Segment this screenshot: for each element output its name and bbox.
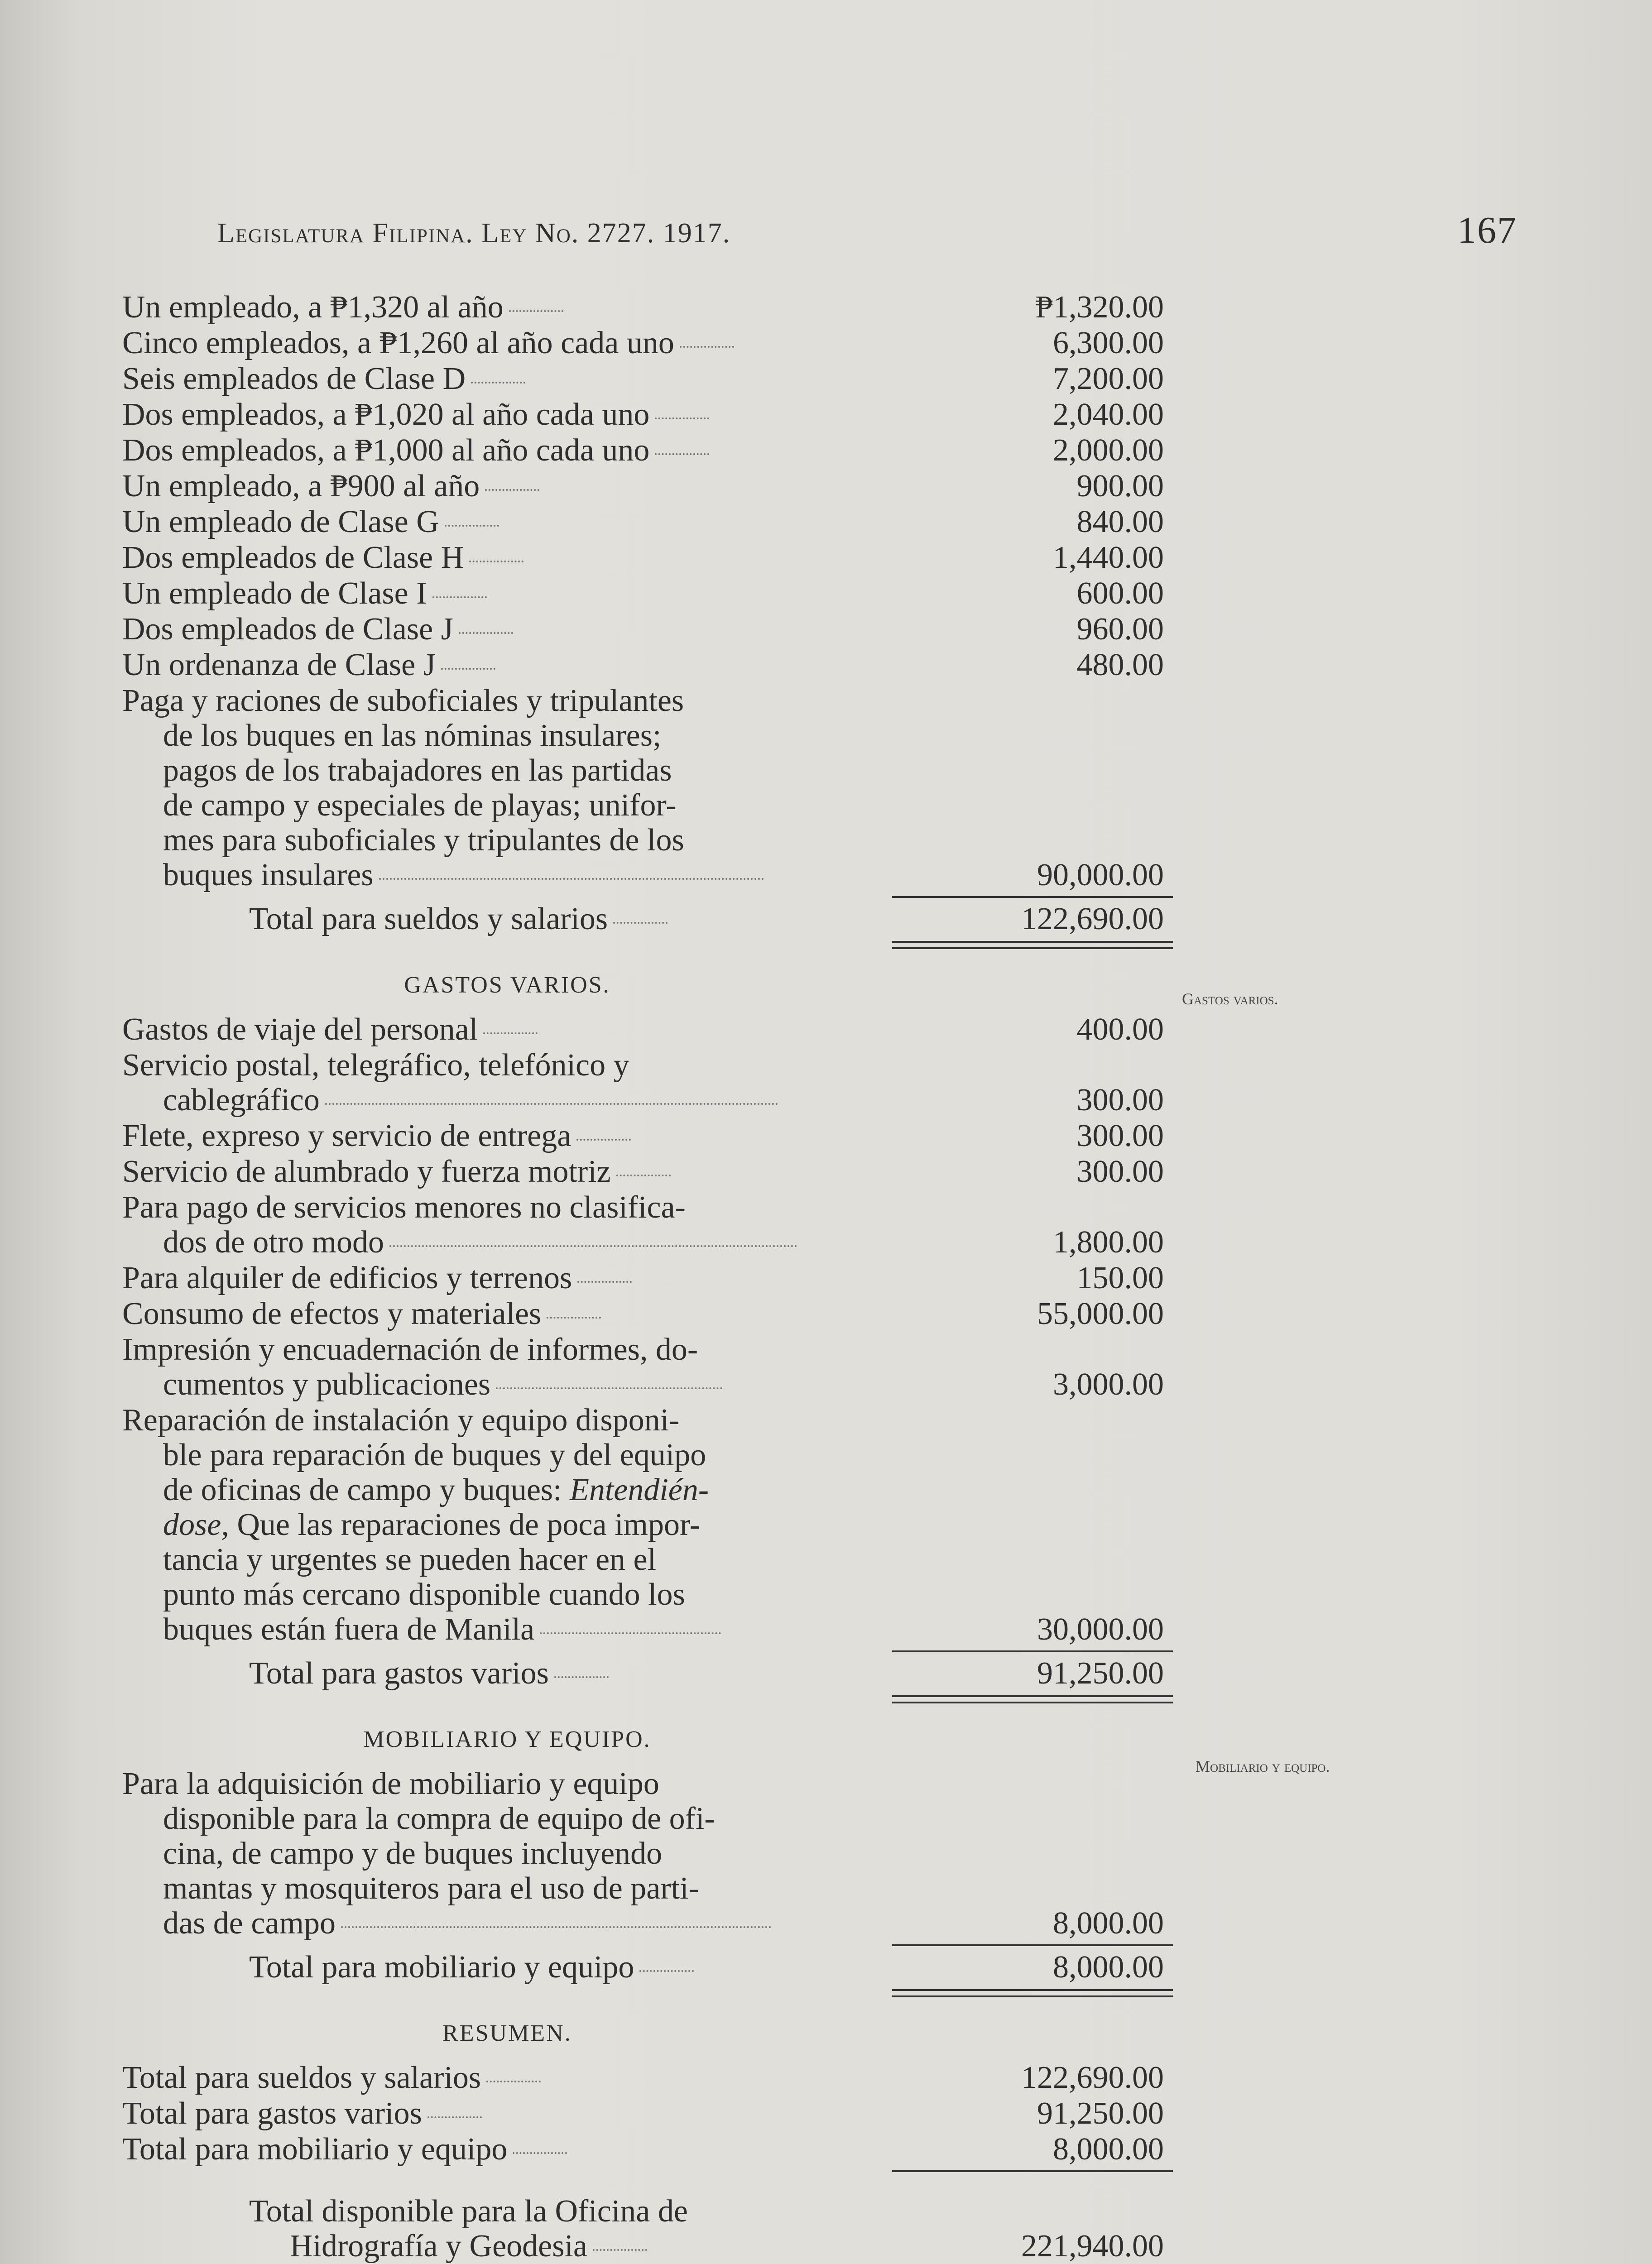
- salary-row: Un empleado de Clase G 840.00: [122, 504, 1164, 539]
- subtotal-rule: [892, 1650, 1173, 1652]
- resumen-row: Total para gastos varios 91,250.00: [122, 2096, 1164, 2131]
- salary-row-crews: Paga y raciones de suboficiales y tripulantes de los buques en las nóminas insulares; pagos de los trabajadores en las partidas de campo y especiales de playas; unifor- mes para suboficiales y tripulantes de los buques insulares 90,000.00: [122, 683, 1164, 892]
- gastos-row: Servicio postal, telegráfico, telefónico y cablegráfico 300.00: [122, 1048, 1164, 1118]
- salary-row: Dos empleados, a ₱1,000 al año cada uno 2,000.00: [122, 433, 1164, 468]
- resumen-row: Total para mobiliario y equipo 8,000.00: [122, 2132, 1164, 2167]
- gastos-row: Servicio de alumbrado y fuerza motriz 300.00: [122, 1154, 1164, 1189]
- section-title-resumen: RESUMEN.: [442, 2020, 572, 2046]
- total-double-rule: [892, 1989, 1173, 1997]
- gastos-total-row: Total para gastos varios 91,250.00: [249, 1656, 1164, 1691]
- subtotal-rule: [892, 2170, 1173, 2172]
- gastos-row: Para alquiler de edificios y terrenos 150.00: [122, 1261, 1164, 1295]
- section-title-mobiliario: MOBILIARIO Y EQUIPO.: [363, 1727, 651, 1752]
- gastos-row: Gastos de viaje del personal 400.00: [122, 1012, 1164, 1047]
- mobiliario-total-row: Total para mobiliario y equipo 8,000.00: [249, 1950, 1164, 1985]
- salary-row: Dos empleados de Clase H 1,440.00: [122, 540, 1164, 575]
- salary-row: Un empleado, a ₱900 al año 900.00: [122, 469, 1164, 504]
- subtotal-rule: [892, 1944, 1173, 1946]
- salaries-section: [122, 290, 1173, 949]
- salary-row: Un empleado de Clase I 600.00: [122, 576, 1164, 611]
- subtotal-rule: [892, 896, 1173, 898]
- salary-row: Un empleado, a ₱1,320 al año ₱1,320.00: [122, 290, 1164, 325]
- salary-row: Cinco empleados, a ₱1,260 al año cada uno 6,300.00: [122, 326, 1164, 360]
- gastos-section: [122, 972, 1173, 1703]
- section-title-gastos: GASTOS VARIOS.: [404, 972, 610, 998]
- total-double-rule: [892, 941, 1173, 949]
- mobiliario-row: Para la adquisición de mobiliario y equipo disponible para la compra de equipo de ofi- cina, de campo y de buques incluyendo mantas y mosquiteros para el uso de parti- das de campo 8,000.00: [122, 1766, 1164, 1941]
- salary-row: Seis empleados de Clase D 7,200.00: [122, 361, 1164, 396]
- running-title: Legislatura Filipina. Ley No. 2727. 1917.: [217, 218, 731, 249]
- salary-row: Dos empleados, a ₱1,020 al año cada uno 2,040.00: [122, 397, 1164, 432]
- page-number: 167: [1457, 209, 1517, 251]
- gastos-row-repair: Reparación de instalación y equipo disponi- ble para reparación de buques y del equipo de oficinas de campo y buques: Entendién- dose, Que las reparaciones de poca impor- tancia y urgentes se pueden hacer en el punto más cercano disponible cuando los buques están fuera de Manila 30,000.00: [122, 1403, 1164, 1647]
- salary-row: Un ordenanza de Clase J 480.00: [122, 648, 1164, 682]
- page-header: [217, 208, 1517, 258]
- gastos-row: Consumo de efectos y materiales 55,000.00: [122, 1296, 1164, 1331]
- gastos-row: Para pago de servicios menores no clasifica- dos de otro modo 1,800.00: [122, 1190, 1164, 1260]
- total-double-rule: [892, 1695, 1173, 1703]
- margin-note-gastos: Gastos varios.: [1182, 990, 1278, 1008]
- gastos-row: Impresión y encuadernación de informes, do- cumentos y publicaciones 3,000.00: [122, 1332, 1164, 1402]
- appropriation-content: [122, 290, 1173, 2264]
- mobiliario-section: [122, 1726, 1173, 1997]
- margin-note-mobiliario: Mobiliario y equipo.: [1196, 1757, 1330, 1775]
- gastos-row: Flete, expreso y servicio de entrega 300.00: [122, 1118, 1164, 1153]
- resumen-section: [122, 2020, 1173, 2264]
- resumen-row: Total para sueldos y salarios 122,690.00: [122, 2060, 1164, 2095]
- salaries-total-row: Total para sueldos y salarios 122,690.00: [249, 902, 1164, 936]
- salary-row: Dos empleados de Clase J 960.00: [122, 612, 1164, 647]
- grand-total-row: Total disponible para la Oficina de Hidrografía y Geodesia 221,940.00: [249, 2194, 1164, 2264]
